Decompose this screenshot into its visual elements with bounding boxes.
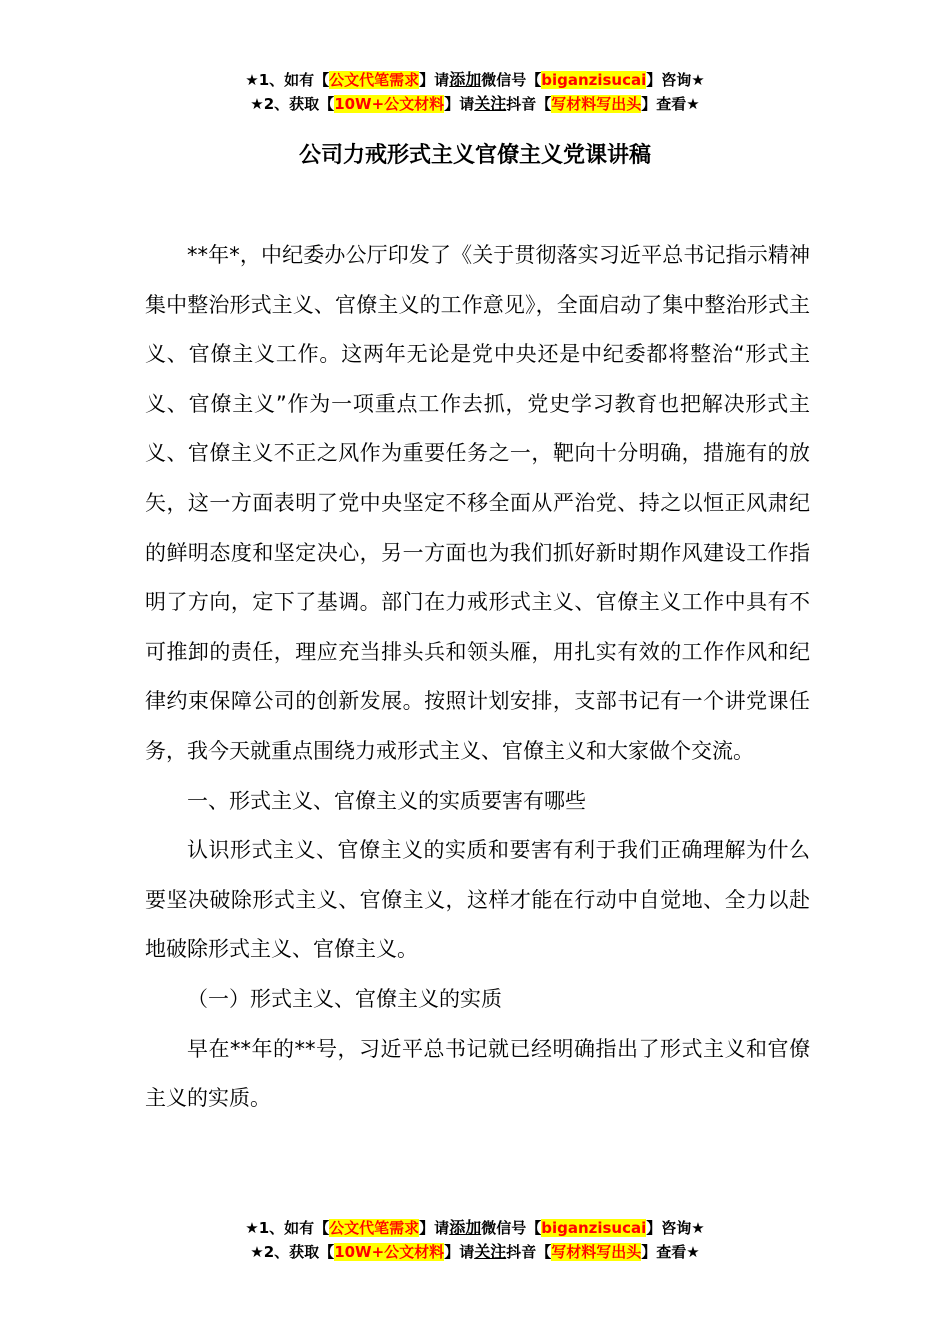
banner-line-1 [0, 1216, 950, 1240]
banner-text: 】咨询★ [646, 71, 705, 89]
banner-highlight: biganzisucai [541, 71, 647, 89]
paragraph-section-1: 认识形式主义、官僚主义的实质和要害有利于我们正确理解为什么要坚决破除形式主义、官僚主义，这样才能在行动中自觉地、全力以赴地破除形式主义、官僚主义。 [145, 838, 810, 962]
banner-text: 】请 [444, 1243, 475, 1261]
banner-text: ★1、如有【 [245, 71, 330, 89]
banner-highlight: 写材料写出头 [551, 1243, 642, 1261]
banner-text: 抖音【 [506, 95, 552, 113]
banner-highlight: 10W+公文材料 [334, 1243, 445, 1261]
banner-text: ★2、获取【 [250, 95, 335, 113]
section-heading-1: 一、形式主义、官僚主义的实质要害有哪些 [187, 788, 586, 813]
banner-emphasis: 关注 [474, 94, 507, 113]
banner-text: 】查看★ [641, 95, 700, 113]
banner-highlight: 10W+公文材料 [334, 95, 445, 113]
document-title: 公司力戒形式主义官僚主义党课讲稿 [298, 143, 651, 168]
banner-line-1 [0, 68, 950, 92]
subsection-heading-1: （一）形式主义、官僚主义的实质 [187, 986, 502, 1011]
banner-emphasis: 添加 [449, 1218, 482, 1237]
document-body [145, 231, 810, 1124]
banner-text: 抖音【 [506, 1243, 552, 1261]
banner-emphasis: 关注 [474, 1242, 507, 1261]
paragraph-subsection-1: 早在**年的**号，习近平总书记就已经明确指出了形式主义和官僚主义的实质。 [145, 1036, 810, 1111]
banner-text: ★1、如有【 [245, 1219, 330, 1237]
header-banner [0, 68, 950, 116]
banner-highlight: biganzisucai [541, 1219, 647, 1237]
banner-highlight: 公文代笔需求 [329, 71, 420, 89]
banner-text: 】查看★ [641, 1243, 700, 1261]
footer-banner [0, 1216, 950, 1264]
banner-text: 】请 [444, 95, 475, 113]
banner-text: 微信号【 [481, 71, 542, 89]
banner-highlight: 写材料写出头 [551, 95, 642, 113]
banner-emphasis: 添加 [449, 70, 482, 89]
banner-text: 微信号【 [481, 1219, 542, 1237]
banner-highlight: 公文代笔需求 [329, 1219, 420, 1237]
banner-text: 】请 [419, 71, 450, 89]
banner-text: 】咨询★ [646, 1219, 705, 1237]
banner-text: 】请 [419, 1219, 450, 1237]
banner-line-2 [0, 1240, 950, 1264]
banner-text: ★2、获取【 [250, 1243, 335, 1261]
banner-line-2 [0, 92, 950, 116]
paragraph-intro: **年*，中纪委办公厅印发了《关于贯彻落实习近平总书记指示精神集中整治形式主义、官僚主义的工作意见》，全面启动了集中整治形式主义、官僚主义工作。这两年无论是党中央还是中纪委都将整治“形式主义、官僚主义”作为一项重点工作去抓，党史学习教育也把解决形式主义、官僚主义不正之风作为重要任务之一，靶向十分明确，措施有的放矢，这一方面表明了党中央坚定不移全面从严治党、持之以恒正风肃纪的鲜明态度和坚定决心，另一方面也为我们抓好新时期作风建设工作指明了方向，定下了基调。部门在力戒形式主义、官僚主义工作中具有不可推卸的责任，理应充当排头兵和领头雁，用扎实有效的工作作风和纪律约束保障公司的创新发展。按照计划安排，支部书记有一个讲党课任务，我今天就重点围绕力戒形式主义、官僚主义和大家做个交流。 [145, 243, 810, 763]
